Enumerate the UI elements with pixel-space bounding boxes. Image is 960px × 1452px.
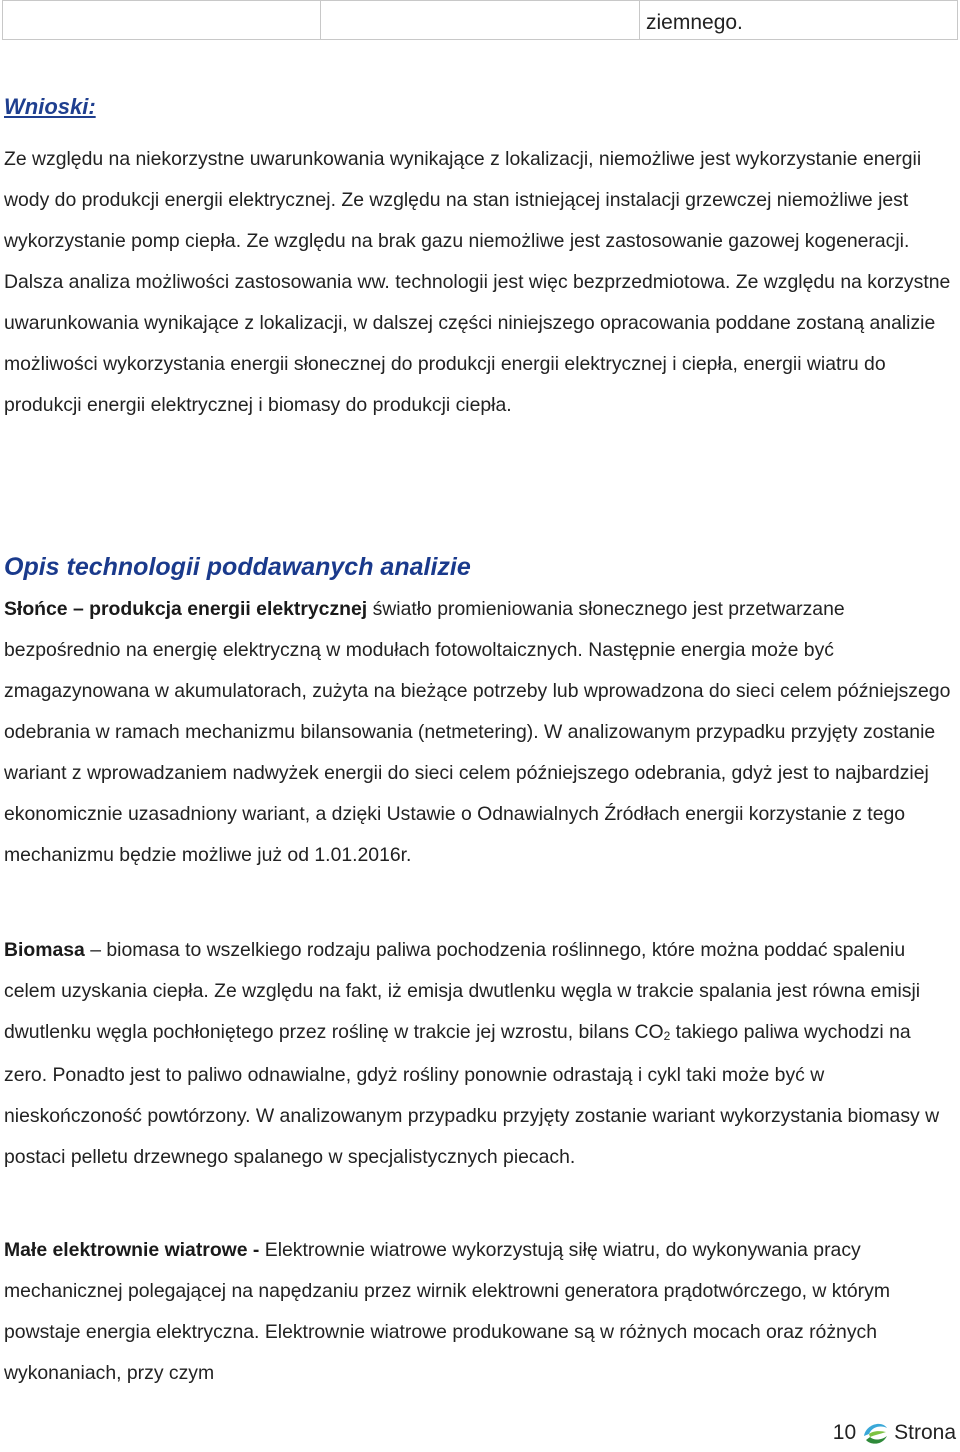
- table-cell-1: [3, 1, 321, 40]
- sun-text: światło promieniowania słonecznego jest przetwarzane bezpośrednio na energię elektryczną w modułach fotowoltaicznych. Następnie energia może być zmagazynowana w akumulatorach, zużyta na bieżące potrzeby lub wprowadzona do sieci celem późniejszego odebrania w ramach mechanizmu bilansowania (netmetering). W analizowanym przypadku przyjęty zostanie wariant z wprowadzaniem nadwyżek energii do sieci celem późniejszego odebrania, gdyż jest to najbardziej ekonomicznie uzasadniony wariant, a dzięki Ustawie o Odnawialnych Źródłach energii korzystanie z tego mechanizmu będzie możliwe już od 1.01.2016r.: [4, 598, 951, 866]
- conclusions-heading: Wnioski:: [4, 94, 96, 119]
- wind-label: Małe elektrownie wiatrowe -: [4, 1239, 260, 1261]
- sun-paragraph: [4, 589, 956, 876]
- conclusions-paragraph: Ze względu na niekorzystne uwarunkowania wynikające z lokalizacji, niemożliwe jest wykorzystanie energii wody do produkcji energii elektrycznej. Ze względu na stan istniejącej instalacji grzewczej niemożliwe jest wykorzystanie pomp ciepła. Ze względu na brak gazu niemożliwe jest zastosowanie gazowej kogeneracji. Dalsza analiza możliwości zastosowania ww. technologii jest więc bezprzedmiotowa. Ze względu na korzystne uwarunkowania wynikające z lokalizacji, w dalszej części niniejszego opracowania poddane zostaną analizie możliwości wykorzystania energii słonecznej do produkcji energii elektrycznej i ciepła, energii wiatru do produkcji energii elektrycznej i biomasy do produkcji ciepła.: [4, 148, 951, 416]
- page-footer: [833, 1418, 956, 1448]
- top-table: [2, 0, 958, 40]
- technologies-heading: Opis technologii poddawanych analizie: [4, 553, 471, 581]
- biomass-paragraph: [4, 930, 956, 1178]
- page-number: 10: [832, 1421, 857, 1444]
- table-row: [3, 1, 958, 40]
- table-cell-2: [321, 1, 640, 40]
- biomass-text-a: – biomasa to wszelkiego rodzaju paliwa pochodzenia roślinnego, które można poddać spaleniu celem uzyskania ciepła. Ze względu na fakt, iż emisja dwutlenku węgla w trakcie spalania jest równa emisji dwutlenku węgla pochłoniętego przez roślinę w trakcie jej wzrostu, bilans CO: [4, 939, 921, 1043]
- biomass-subscript: 2: [663, 1029, 671, 1043]
- page-label: Strona: [894, 1421, 956, 1444]
- biomass-label: Biomasa: [4, 939, 85, 961]
- wind-paragraph: [4, 1230, 956, 1394]
- sun-label: Słońce – produkcja energii elektrycznej: [4, 598, 368, 620]
- table-cell-3: ziemnego.: [640, 1, 958, 40]
- biomass-text-b: takiego paliwa wychodzi na zero. Ponadto jest to paliwo odnawialne, gdyż rośliny ponownie odrastają i cykl taki może być w nieskończoność powtórzony. W analizowanym przypadku przyjęty zostanie wariant wykorzystania biomasy w postaci pelletu drzewnego spalanego w specjalistycznych piecach.: [4, 1021, 940, 1168]
- swirl-logo-icon: [860, 1418, 890, 1448]
- wind-text: Elektrownie wiatrowe wykorzystują siłę wiatru, do wykonywania pracy mechanicznej polegającej na napędzaniu przez wirnik elektrowni generatora prądotwórczego, w którym powstaje energia elektryczna. Elektrownie wiatrowe produkowane są w różnych mocach oraz różnych wykonaniach, przy czym: [4, 1239, 890, 1384]
